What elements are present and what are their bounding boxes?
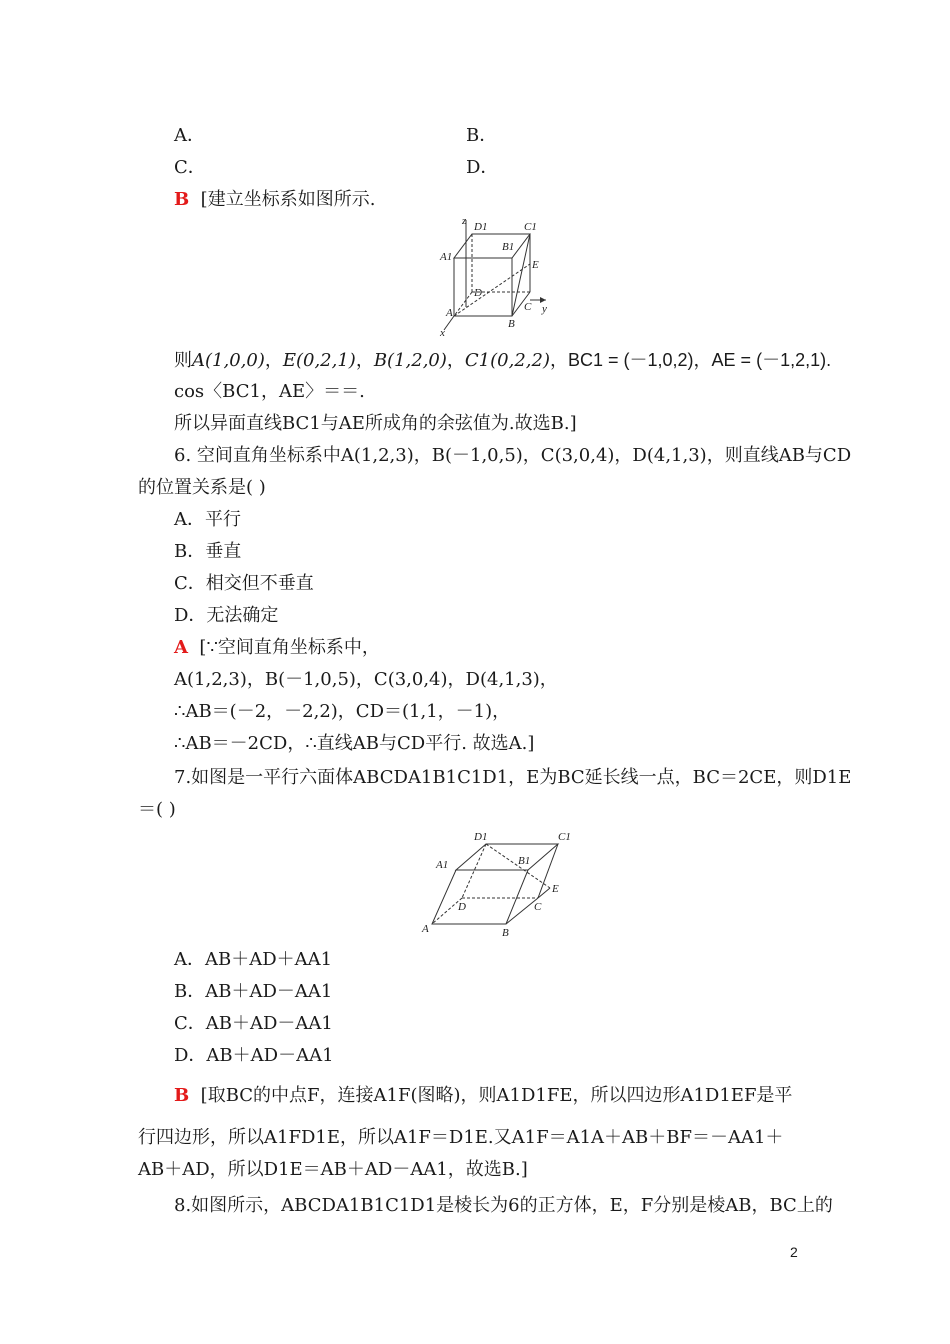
label-d1: D1 (474, 831, 488, 843)
front-face (432, 870, 528, 924)
q6-solution-3: ∴AB＝(－2，－2,2)，CD＝(1,1，－1)， (174, 701, 511, 722)
q7-solution-2: 行四边形，所以A1FD1E，所以A1F＝D1E.又A1F＝A1A＋AB＋BF＝－AA1＋ (138, 1127, 784, 1148)
label-b: B (502, 927, 509, 939)
q5-coords: 则A(1,0,0)，E(0,2,1)，B(1,2,0)，C1(0,2,2)，BC1 = (－1,0,2)，AE = (－1,2,1). (174, 350, 832, 371)
q6-option-a: A．平行 (174, 509, 241, 530)
top-face (456, 844, 558, 870)
q6-solution-4: ∴AB＝－2CD，∴直线AB与CD平行. 故选A.] (174, 733, 535, 754)
cube-front-face (454, 258, 512, 316)
label-y: y (542, 303, 547, 315)
label-x: x (440, 327, 445, 338)
q6-option-d: D．无法确定 (174, 605, 279, 626)
q7-stem-1: 7.如图是一平行六面体ABCDA1B1C1D1，E为BC延长线一点，BC＝2CE，则D1E (174, 767, 852, 788)
option-a: A． (174, 125, 205, 146)
q7-option-c: C．AB＋AD－AA1 (174, 1013, 333, 1034)
segment-ae (454, 264, 530, 316)
label-e: E (552, 883, 559, 895)
q6-answer: A (174, 637, 188, 658)
q7-solution-1: B [取BC的中点F，连接A1F(图略)，则A1D1FE，所以四边形A1D1EF是平 (174, 1085, 793, 1106)
label-c: C (534, 901, 542, 913)
label-e: E (532, 259, 539, 271)
cube-figure (436, 212, 556, 338)
q6-option-c: C．相交但不垂直 (174, 573, 314, 594)
q7-option-a: A．AB＋AD＋AA1 (174, 949, 333, 970)
option-c: C． (174, 157, 206, 178)
label-c: C (524, 301, 532, 313)
label-z: z (462, 215, 467, 227)
q6-option-b: B．垂直 (174, 541, 242, 562)
label-a1: A1 (440, 251, 453, 263)
q6-solution-2: A(1,2,3)，B(－1,0,5)，C(3,0,4)，D(4,1,3)， (174, 669, 558, 690)
option-b: B． (466, 125, 498, 146)
q5-conclusion: 所以异面直线BC1与AE所成角的余弦值为.故选B.] (174, 413, 577, 434)
q6-solution-1: A [∵空间直角坐标系中， (174, 637, 380, 658)
q7-option-b: B．AB＋AD－AA1 (174, 981, 333, 1002)
label-c1: C1 (558, 831, 571, 843)
cube-edge-da (454, 292, 472, 316)
label-d1: D1 (474, 221, 488, 233)
label-a: A (422, 923, 429, 935)
q7-solution-3: AB＋AD，所以D1E＝AB＋AD－AA1，故选B.] (138, 1159, 528, 1180)
option-d: D． (466, 157, 499, 178)
label-b: B (508, 318, 515, 330)
q7-option-d: D．AB＋AD－AA1 (174, 1045, 334, 1066)
edge-dd1 (462, 844, 486, 898)
q5-cos-line: cos〈BC1，AE〉＝＝. (174, 381, 365, 402)
q5-solution-intro: B [建立坐标系如图所示. (174, 189, 376, 210)
label-a: A (446, 307, 453, 319)
label-a1: A1 (436, 859, 449, 871)
label-d: D (474, 287, 482, 299)
label-b1: B1 (502, 241, 515, 253)
q7-stem-2: ＝( ) (138, 799, 176, 820)
q7-answer: B (174, 1085, 190, 1106)
cube-top-face (454, 234, 530, 258)
label-b1: B1 (518, 855, 531, 867)
page-number: 2 (790, 1244, 798, 1260)
q5-answer: B (174, 189, 190, 210)
label-d: D (458, 901, 466, 913)
q6-stem-1: 6. 空间直角坐标系中A(1,2,3)，B(－1,0,5)，C(3,0,4)，D(4,1,3)，则直线AB与CD (174, 445, 852, 466)
parallelepiped-figure (418, 828, 578, 942)
label-c1: C1 (524, 221, 537, 233)
q6-stem-2: 的位置关系是( ) (138, 477, 266, 498)
q8-stem-1: 8.如图所示，ABCDA1B1C1D1是棱长为6的正方体，E，F分别是棱AB，BC上的 (174, 1195, 833, 1216)
